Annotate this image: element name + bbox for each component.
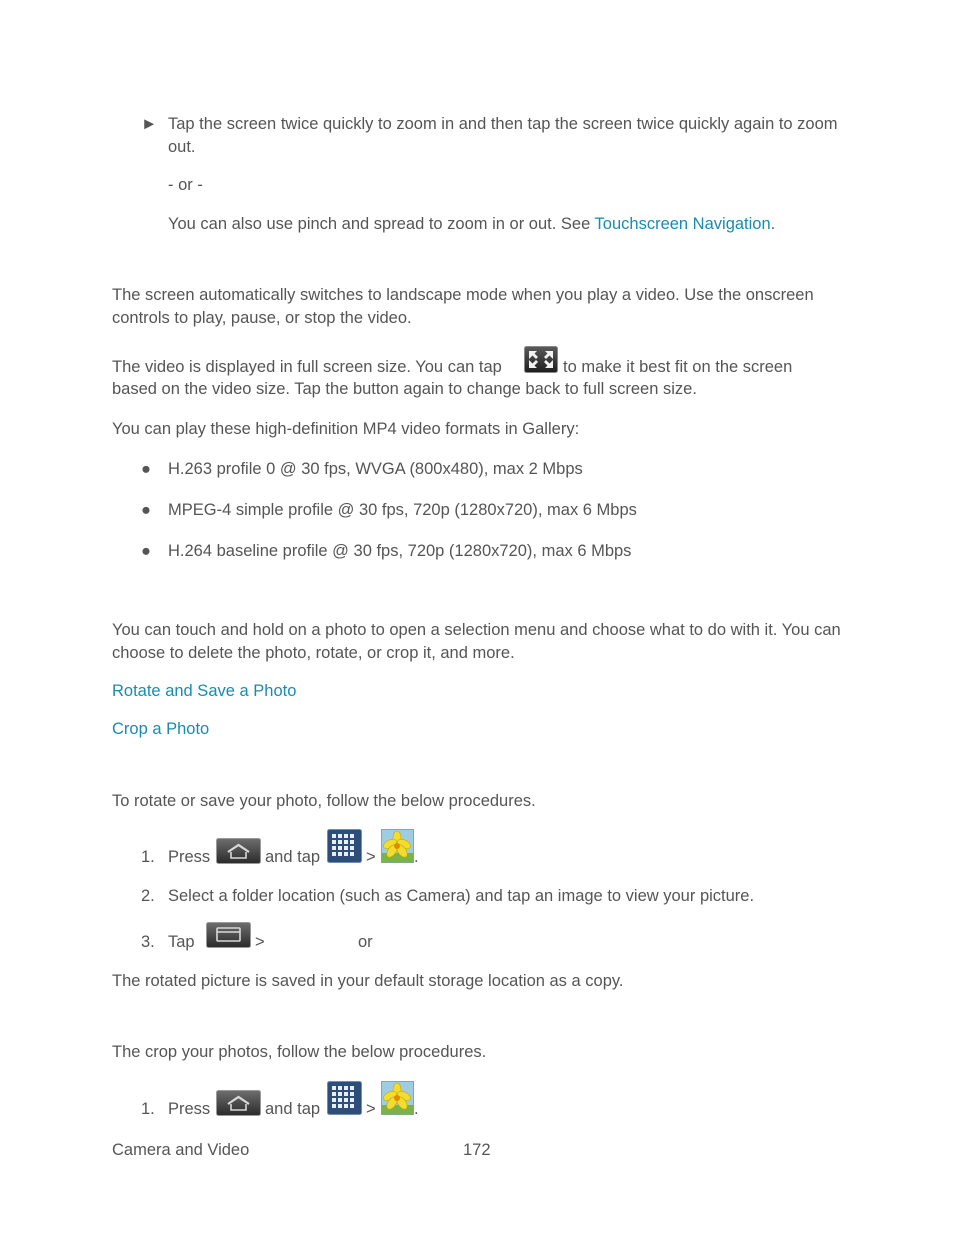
step-andtap-text: and tap <box>265 1100 321 1118</box>
step-number: 2. <box>141 887 155 905</box>
gallery-icon <box>381 1081 414 1122</box>
step-press-text: Press <box>168 1100 211 1118</box>
footer-page-number: 172 <box>463 1141 491 1159</box>
footer-section-title: Camera and Video <box>112 1141 250 1159</box>
step-or: or <box>358 933 373 951</box>
list-bullet: ● <box>141 501 151 519</box>
step-period: . <box>414 1100 419 1118</box>
video-fullscreen-text-a: The video is displayed in full screen size. You can tap <box>112 358 502 376</box>
step-tap-text: Tap <box>168 933 195 951</box>
gallery-icon <box>381 829 414 870</box>
video-formats-intro: You can play these high-definition MP4 video formats in Gallery: <box>112 420 580 438</box>
step-press-text: Press <box>168 848 211 866</box>
zoom-step: Tap the screen twice quickly to zoom in and then tap the screen twice quickly again to zoom out. <box>168 115 838 156</box>
select-folder-step: Select a folder location (such as Camera) and tap an image to view your picture. <box>168 887 755 905</box>
menu-key-icon <box>206 922 251 955</box>
rotate-save-link-line <box>112 680 847 703</box>
video-format-item: H.264 baseline profile @ 30 fps, 720p (1280x720), max 6 Mbps <box>168 542 632 560</box>
crop-photo-link[interactable]: Crop a Photo <box>112 720 210 738</box>
video-landscape-paragraph: The screen automatically switches to landscape mode when you play a video. Use the onscreen controls to play, pause, or stop the video. <box>112 286 814 327</box>
list-bullet: ● <box>141 542 151 560</box>
home-key-icon <box>216 1090 261 1123</box>
video-fullscreen-text-b: to make it best fit on the screen <box>563 358 793 376</box>
zoom-alt-period: . <box>770 215 776 233</box>
rotate-intro: To rotate or save your photo, follow the below procedures. <box>112 792 536 810</box>
step-andtap-text: and tap <box>265 848 321 866</box>
video-format-item: H.263 profile 0 @ 30 fps, WVGA (800x480), max 2 Mbps <box>168 460 583 478</box>
rotate-save-photo-link[interactable]: Rotate and Save a Photo <box>112 682 297 700</box>
home-key-icon <box>216 838 261 871</box>
zoom-alt-text: You can also use pinch and spread to zoom in or out. See <box>168 215 595 233</box>
step-gt: > <box>255 933 265 951</box>
fit-screen-icon <box>524 346 558 380</box>
step-gt: > <box>366 1100 376 1118</box>
rotate-outro: The rotated picture is saved in your default storage location as a copy. <box>112 972 624 990</box>
zoom-alternative <box>168 213 848 236</box>
video-fullscreen-text-c: based on the video size. Tap the button again to change back to full screen size. <box>112 380 697 398</box>
step-number: 1. <box>141 1100 155 1118</box>
list-bullet: ● <box>141 460 151 478</box>
crop-photo-link-line <box>112 718 847 741</box>
step-number: 1. <box>141 848 155 866</box>
apps-grid-icon <box>327 1081 362 1122</box>
apps-grid-icon <box>327 829 362 870</box>
arrow-bullet: ► <box>141 115 158 133</box>
touchscreen-navigation-link[interactable]: Touchscreen Navigation <box>594 215 771 233</box>
crop-intro: The crop your photos, follow the below procedures. <box>112 1043 487 1061</box>
step-period: . <box>414 848 419 866</box>
step-gt: > <box>366 848 376 866</box>
or-separator: - or - <box>168 176 203 194</box>
video-format-item: MPEG-4 simple profile @ 30 fps, 720p (1280x720), max 6 Mbps <box>168 501 637 519</box>
photo-options-paragraph: You can touch and hold on a photo to open a selection menu and choose what to do with it. You can choose to delete the photo, rotate, or crop it, and more. <box>112 621 841 662</box>
step-number: 3. <box>141 933 155 951</box>
